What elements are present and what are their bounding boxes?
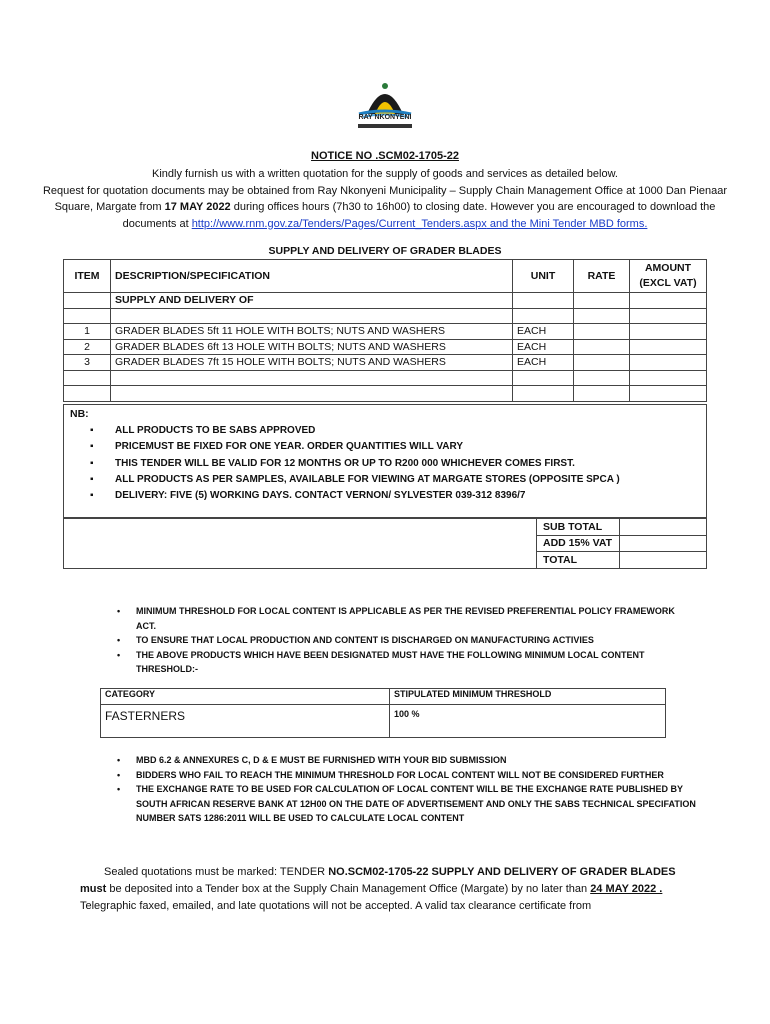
total-label: TOTAL: [537, 552, 620, 569]
item-unit: EACH: [513, 324, 574, 340]
nb-item: ▪ ALL PRODUCTS AS PER SAMPLES, AVAILABLE FOR VIEWING AT MARGATE STORES (OPPOSITE SPCA ): [90, 473, 620, 485]
sealed-quotations-paragraph: Sealed quotations must be marked: TENDER NO.SCM02-1705-22 SUPPLY AND DELIVERY OF GRADER BLADES must be deposited into a Tender box at the Supply Chain Management Office (Margate) by no later than 24 MAY 2022 . Telegraphic faxed, emailed, and late quotations will not be accepted. A valid tax clearance certificate from: [80, 866, 676, 912]
section-label: SUPPLY AND DELIVERY OF: [111, 293, 513, 309]
header-item: ITEM: [64, 260, 111, 293]
header-description: DESCRIPTION/SPECIFICATION: [111, 260, 513, 293]
table-row: [64, 355, 707, 371]
requirements-list: [117, 753, 696, 826]
total-value[interactable]: [620, 552, 707, 569]
item-description: GRADER BLADES 5ft 11 HOLE WITH BOLTS; NUTS AND WASHERS: [111, 324, 513, 340]
item-rate[interactable]: [574, 355, 630, 371]
mbd-forms-link[interactable]: and the Mini Tender MBD forms.: [486, 217, 648, 230]
totals-table: [63, 518, 707, 569]
item-amount[interactable]: [630, 339, 707, 355]
threshold-table: [100, 688, 666, 738]
intro-line1: Kindly furnish us with a written quotation for the supply of goods and services as detailed below.: [152, 168, 618, 180]
tender-ref: NO.SCM02-1705-22 SUPPLY AND DELIVERY OF GRADER BLADES: [328, 866, 676, 878]
list-item: • THE ABOVE PRODUCTS WHICH HAVE BEEN DESIGNATED MUST HAVE THE FOLLOWING MINIMUM LOCAL CONTENT THRESHOLD:-: [117, 649, 645, 674]
vat-value[interactable]: [620, 535, 707, 552]
item-description: GRADER BLADES 7ft 15 HOLE WITH BOLTS; NUTS AND WASHERS: [111, 355, 513, 371]
nb-item: ▪ DELIVERY: FIVE (5) WORKING DAYS. CONTACT VERNON/ SYLVESTER 039-312 8396/7: [90, 490, 526, 502]
item-amount[interactable]: [630, 324, 707, 340]
item-unit: EACH: [513, 355, 574, 371]
table-row: [64, 386, 707, 402]
list-item: • BIDDERS WHO FAIL TO REACH THE MINIMUM THRESHOLD FOR LOCAL CONTENT WILL NOT BE CONSIDERED FURTHER: [117, 769, 664, 780]
table-row: [64, 293, 707, 309]
item-number: 2: [64, 339, 111, 355]
list-item: • MBD 6.2 & ANNEXURES C, D & E MUST BE FURNISHED WITH YOUR BID SUBMISSION: [117, 755, 507, 765]
intro-paragraph: [30, 166, 740, 232]
logo-text: RAY NKONYENI: [358, 114, 412, 121]
table-title: SUPPLY AND DELIVERY OF GRADER BLADES: [268, 245, 502, 257]
table-row: [64, 324, 707, 340]
list-item: • THE EXCHANGE RATE TO BE USED FOR CALCULATION OF LOCAL CONTENT WILL BE THE EXCHANGE RATE PUBLISHED BY SOUTH AFRICAN RESERVE BANK AT 12H00 ON THE DATE OF ADVERTISEMENT AND ONLY THE SABS TECHNICAL SPECIFATION NUMBER SATS 1286:2011 WILL BE USED TO CALCULATE LOCAL CONTENT: [117, 784, 696, 823]
item-rate[interactable]: [574, 324, 630, 340]
subtotal-value[interactable]: [620, 519, 707, 536]
subtotal-label: SUB TOTAL: [537, 519, 620, 536]
header-amount: AMOUNT (EXCL VAT): [630, 260, 707, 293]
quotation-table: [63, 259, 707, 402]
notice-title: NOTICE NO .SCM02-1705-22: [311, 150, 459, 162]
nb-label: NB:: [70, 408, 89, 420]
list-item: • TO ENSURE THAT LOCAL PRODUCTION AND CONTENT IS DISCHARGED ON MANUFACTURING ACTIVIES: [117, 635, 594, 645]
threshold-header: STIPULATED MINIMUM THRESHOLD: [390, 689, 666, 705]
nb-item: ▪ PRICEMUST BE FIXED FOR ONE YEAR. ORDER QUANTITIES WILL VARY: [90, 441, 463, 453]
header-unit: UNIT: [513, 260, 574, 293]
item-rate[interactable]: [574, 339, 630, 355]
local-content-list: [117, 604, 696, 677]
intro-line2: Request for quotation documents may be obtained from Ray Nkonyeni Municipality – Supply Chain Management Office at 1000 Dan Pienaar Square, Margate from 17 MAY 2022 during offices hours (7h30 to 16h00) to closing date. However you are encouraged to download the documents at http://www.rnm.gov.za/Tenders/Pages/Current_Tenders.aspx and the Mini Tender MBD forms.: [42, 184, 728, 230]
item-amount[interactable]: [630, 355, 707, 371]
nb-list: [90, 423, 620, 504]
table-row: [64, 339, 707, 355]
item-number: 3: [64, 355, 111, 371]
item-description: GRADER BLADES 6ft 13 HOLE WITH BOLTS; NUTS AND WASHERS: [111, 339, 513, 355]
item-unit: EACH: [513, 339, 574, 355]
threshold-value: 100 %: [390, 705, 666, 738]
logo-underline: [358, 124, 412, 128]
nb-item: ▪ ALL PRODUCTS TO BE SABS APPROVED: [90, 425, 316, 436]
nb-item: ▪ THIS TENDER WILL BE VALID FOR 12 MONTHS OR UP TO R200 000 WHICHEVER COMES FIRST.: [90, 457, 575, 469]
header-rate: RATE: [574, 260, 630, 293]
open-date: 17 MAY 2022: [164, 201, 231, 213]
category-header: CATEGORY: [101, 689, 390, 705]
table-row: [64, 370, 707, 386]
vat-label: ADD 15% VAT: [537, 535, 620, 552]
list-item: • MINIMUM THRESHOLD FOR LOCAL CONTENT IS APPLICABLE AS PER THE REVISED PREFERENTIAL POLICY FRAMEWORK ACT.: [117, 606, 675, 631]
category-value: FASTERNERS: [101, 705, 390, 738]
table-row: [64, 308, 707, 324]
tenders-link[interactable]: http://www.rnm.gov.za/Tenders/Pages/Current_Tenders.aspx: [191, 217, 487, 230]
closing-date: 24 MAY 2022 .: [590, 883, 663, 895]
item-number: 1: [64, 324, 111, 340]
table-header-row: [64, 260, 707, 293]
